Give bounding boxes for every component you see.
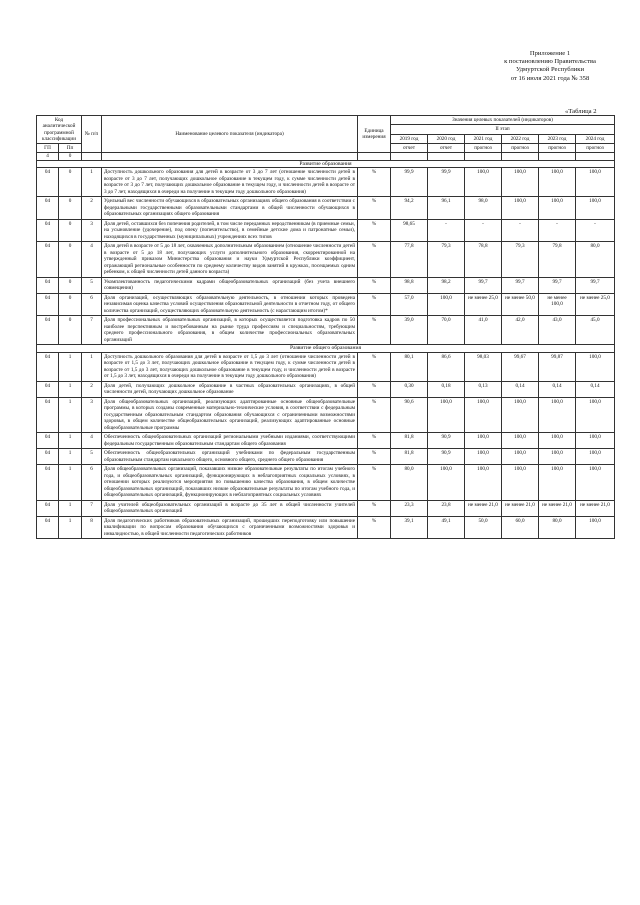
pp-cell: 1 — [59, 352, 82, 381]
gp-cell: 04 — [37, 242, 59, 278]
value-cell: - — [576, 219, 615, 242]
value-cell: 100,0 — [502, 465, 539, 501]
value-cell: 80,0 — [576, 242, 615, 278]
header-code: Код аналитической программной классификации — [37, 116, 82, 144]
indicator-name: Доступность дошкольного образования для детей в возрасте от 3 до 7 лет (отношение численности детей в возрасте от 3 до 7 лет, получающих дошкольное образование в текущем году, к сумме численности детей в возрасте от 3 до 7 лет, получающих дошкольное образование в текущем году, и численности детей в возрасте от 3 до 7 лет, находящихся в очереди на получение в текущем году дошкольного образования) — [102, 168, 358, 197]
header-year: 2021 год — [465, 134, 502, 143]
value-cell: не менее 21,0 — [465, 500, 502, 516]
indicator-name: Доля детей, получающих дошкольное образование в частных образовательных организациях, в общей численности детей, получающих дошкольное образование — [102, 381, 358, 397]
value-cell: 50,0 — [465, 516, 502, 539]
pp-cell: 1 — [59, 516, 82, 539]
gp-cell: 04 — [37, 316, 59, 345]
unit-cell: % — [358, 293, 391, 316]
gp-cell: 04 — [37, 219, 59, 242]
indicator-name: Доля детей в возрасте от 5 до 18 лет, охваченных дополнительным образованием (отношение численности детей в возрасте от 5 до 18 лет, получающих услуги дополнительного образования, скорректированной на утвержденный приказом Министерства образования и науки Удмуртской Республики коэффициент, отражающий региональные особенности по среднему количеству видов занятий в кружках, посещаемых одним ребенком, к общей численности детей данного возраста) — [102, 242, 358, 278]
unit-cell: % — [358, 500, 391, 516]
value-cell: 100,0 — [465, 449, 502, 465]
table-row — [37, 316, 615, 345]
value-cell: - — [502, 219, 539, 242]
unit-cell: % — [358, 381, 391, 397]
appendix-line: Приложение 1 — [529, 50, 571, 57]
indicator-name: Укомплектованность педагогическими кадрами общеобразовательных организаций (без учета внешнего совмещения) — [102, 277, 358, 293]
value-cell: 100,0 — [428, 293, 465, 316]
value-cell: не менее 25,0 — [576, 293, 615, 316]
unit-cell: % — [358, 316, 391, 345]
table-row — [37, 242, 615, 278]
unit-cell: % — [358, 242, 391, 278]
table-row — [37, 219, 615, 242]
value-cell: 81,8 — [391, 433, 428, 449]
table-row — [37, 293, 615, 316]
value-cell: 99,9 — [428, 168, 465, 197]
row-number: 3 — [82, 219, 102, 242]
unit-cell: % — [358, 219, 391, 242]
value-cell: не менее 50,0 — [502, 293, 539, 316]
value-cell: 99,9 — [391, 168, 428, 197]
unit-cell: % — [358, 352, 391, 381]
header-kind: прогноз — [539, 144, 576, 153]
value-cell: 57,0 — [391, 293, 428, 316]
value-cell: 0,14 — [502, 381, 539, 397]
table-row — [37, 449, 615, 465]
value-cell: 100,0 — [539, 465, 576, 501]
indicator-name: Обеспеченность общеобразовательных организаций учебниками по федеральным государственным образовательным стандартам начального общего, основного общего, среднего общего образования — [102, 449, 358, 465]
indicator-name: Доля общеобразовательных организаций, показавших низкие образовательные результаты по итогам учебного года, и общеобразовательных организаций, функционирующих в неблагоприятных социальных условиях, в отношении которых реализуются мероприятия по повышению качества образования, в общем количестве общеобразовательных организаций, показавших низкие образовательные результаты по итогам учебного года, и общеобразовательных организаций, функционирующих в неблагоприятных социальных условиях — [102, 465, 358, 501]
value-cell: 100,0 — [576, 197, 615, 220]
value-cell: - — [539, 219, 576, 242]
row-number: 8 — [82, 516, 102, 539]
gp-cell: 04 — [37, 381, 59, 397]
table-row — [37, 168, 615, 197]
header-name: Наименование целевого показателя (индикатора) — [102, 116, 358, 153]
value-cell: 100,0 — [465, 433, 502, 449]
value-cell: 94,2 — [391, 197, 428, 220]
value-cell: 100,0 — [502, 449, 539, 465]
header-kind: отчет — [428, 144, 465, 153]
gp-cell: 04 — [37, 449, 59, 465]
value-cell: 100,0 — [502, 168, 539, 197]
pp-cell: 1 — [59, 449, 82, 465]
table-row — [37, 277, 615, 293]
unit-cell: % — [358, 433, 391, 449]
indicator-name: Доля педагогических работников образовательных организаций, прошедших переподготовку или повышение квалификации по вопросам образования обучающихся с ограниченными возможностями здоровья и инвалидностью, в общей численности педагогических работников — [102, 516, 358, 539]
value-cell: 100,0 — [576, 465, 615, 501]
index-cell: 0 — [59, 153, 82, 161]
pp-cell: 1 — [59, 433, 82, 449]
value-cell: 86,6 — [428, 352, 465, 381]
value-cell: 79,8 — [539, 242, 576, 278]
value-cell: 0,18 — [428, 381, 465, 397]
section-title: Развитие образования — [37, 160, 615, 168]
row-number: 4 — [82, 242, 102, 278]
pp-cell: 1 — [59, 381, 82, 397]
indicator-name: Доля общеобразовательных организаций, реализующих адаптированные основные общеобразовательные программы, в которых созданы современные материально-технические условия, в соответствии с федеральным государственным образовательным стандартом образования обучающихся с ограниченными возможностями здоровья, в общем количестве общеобразовательных организаций, реализующих адаптированные основные общеобразовательные программы — [102, 397, 358, 433]
pp-cell: 0 — [59, 293, 82, 316]
value-cell: 100,0 — [576, 433, 615, 449]
header-unit: Единица измерения — [358, 116, 391, 153]
value-cell: 90,6 — [391, 397, 428, 433]
value-cell: 99,7 — [502, 277, 539, 293]
value-cell: 100,0 — [465, 168, 502, 197]
row-number: 7 — [82, 500, 102, 516]
row-number: 4 — [82, 433, 102, 449]
value-cell: 100,0 — [465, 465, 502, 501]
gp-cell: 04 — [37, 516, 59, 539]
pp-cell: 0 — [59, 168, 82, 197]
header-kind: отчет — [391, 144, 428, 153]
value-cell: 100,0 — [539, 433, 576, 449]
value-cell: 79,3 — [502, 242, 539, 278]
row-number: 1 — [82, 168, 102, 197]
indicator-name: Доля организаций, осуществляющих образовательную деятельность, в отношении которых проведена независимая оценка качества условий осуществления образовательной деятельности в отчетном году, от общего количества организаций, осуществляющих образовательную деятельность (с нарастающим итогом)* — [102, 293, 358, 316]
header-kind: прогноз — [576, 144, 615, 153]
row-number: 6 — [82, 293, 102, 316]
header-kind: прогноз — [502, 144, 539, 153]
appendix-header — [470, 50, 630, 83]
value-cell: 100,0 — [502, 197, 539, 220]
value-cell: 90,9 — [428, 433, 465, 449]
value-cell: 41,0 — [465, 316, 502, 345]
pp-cell: 0 — [59, 316, 82, 345]
value-cell: 100,0 — [576, 449, 615, 465]
unit-cell: % — [358, 465, 391, 501]
header-year: 2022 год — [502, 134, 539, 143]
value-cell: 0,30 — [391, 381, 428, 397]
unit-cell: % — [358, 397, 391, 433]
indicator-name: Доля детей, оставшихся без попечения родителей, в том числе переданных неродственникам (в приемные семьи, на усыновление (удочерение), под опеку (попечительство), в семейные детские дома и патронатные семьи), находящихся в государственных (муниципальных) учреждениях всех типов — [102, 219, 358, 242]
gp-cell: 04 — [37, 500, 59, 516]
value-cell: 0,14 — [576, 381, 615, 397]
value-cell: 98,0 — [465, 197, 502, 220]
unit-cell: % — [358, 449, 391, 465]
unit-cell: % — [358, 197, 391, 220]
table-row — [37, 197, 615, 220]
value-cell: 0,13 — [465, 381, 502, 397]
value-cell: 81,8 — [391, 449, 428, 465]
value-cell: 100,0 — [502, 397, 539, 433]
header-kind: прогноз — [465, 144, 502, 153]
value-cell: 23,8 — [428, 500, 465, 516]
appendix-line: к постановлению Правительства — [504, 58, 596, 66]
row-number: 3 — [82, 397, 102, 433]
value-cell: 45,0 — [576, 316, 615, 345]
value-cell: 80,0 — [391, 465, 428, 501]
value-cell: 100,0 — [576, 352, 615, 381]
pp-cell: 1 — [59, 465, 82, 501]
row-number: 2 — [82, 197, 102, 220]
indicator-name: Доля профессиональных образовательных организаций, в которых осуществляется подготовка кадров по 50 наиболее перспективным и востребованным на рынке труда профессиям и специальностям, требующим среднего профессионального образования, в общем количестве профессиональных образовательных организаций — [102, 316, 358, 345]
value-cell: не менее 21,0 — [539, 500, 576, 516]
value-cell: 98,2 — [428, 277, 465, 293]
pp-cell: 0 — [59, 197, 82, 220]
value-cell: - — [465, 219, 502, 242]
value-cell: 98,65 — [391, 219, 428, 242]
header-values: Значения целевых показателей (индикаторов) — [391, 116, 615, 125]
value-cell: 99,7 — [539, 277, 576, 293]
table-label: «Таблица 2 — [565, 108, 597, 115]
gp-cell: 04 — [37, 277, 59, 293]
appendix-line: Удмуртской Республики — [515, 66, 585, 74]
indicator-name: Обеспеченность общеобразовательных организаций региональными учебными изданиями, соответствующими федеральным государственным образовательным стандартам общего образования — [102, 433, 358, 449]
gp-cell: 04 — [37, 433, 59, 449]
header-year: 2020 год — [428, 134, 465, 143]
indicator-name: Удельный вес численности обучающихся в образовательных организациях общего образования в соответствии с федеральными государственными образовательными стандартами в общей численности обучающихся в образовательных организациях общего образования — [102, 197, 358, 220]
row-number: 6 — [82, 465, 102, 501]
header-year: 2023 год — [539, 134, 576, 143]
value-cell: 100,0 — [576, 168, 615, 197]
pp-cell: 1 — [59, 397, 82, 433]
indicator-name: Доля учителей общеобразовательных организаций в возрасте до 35 лет в общей численности учителей общеобразовательных организаций — [102, 500, 358, 516]
value-cell: 99,7 — [576, 277, 615, 293]
row-number: 2 — [82, 381, 102, 397]
pp-cell: 0 — [59, 219, 82, 242]
value-cell: 80,0 — [539, 516, 576, 539]
header-year: 2019 год — [391, 134, 428, 143]
unit-cell: % — [358, 277, 391, 293]
value-cell: 99,7 — [465, 277, 502, 293]
gp-cell: 04 — [37, 197, 59, 220]
table-row — [37, 381, 615, 397]
table-row — [37, 397, 615, 433]
pp-cell: 1 — [59, 500, 82, 516]
index-cell: 4 — [37, 153, 59, 161]
table-row — [37, 500, 615, 516]
value-cell: 98,03 — [465, 352, 502, 381]
value-cell: не менее 25,0 — [465, 293, 502, 316]
gp-cell: 04 — [37, 352, 59, 381]
section-title: Развитие общего образования — [37, 345, 615, 353]
value-cell: 100,0 — [428, 397, 465, 433]
table-row — [37, 433, 615, 449]
table-body — [37, 160, 615, 539]
value-cell: 100,0 — [539, 449, 576, 465]
value-cell: - — [428, 219, 465, 242]
value-cell: 60,0 — [502, 516, 539, 539]
row-number: 5 — [82, 449, 102, 465]
value-cell: 100,0 — [576, 397, 615, 433]
unit-cell: % — [358, 516, 391, 539]
value-cell: 78,8 — [465, 242, 502, 278]
value-cell: 98,8 — [391, 277, 428, 293]
section-title-row — [37, 345, 615, 353]
gp-cell: 04 — [37, 168, 59, 197]
value-cell: 80,1 — [391, 352, 428, 381]
value-cell: 100,0 — [428, 465, 465, 501]
value-cell: 100,0 — [539, 168, 576, 197]
value-cell: 42,0 — [502, 316, 539, 345]
value-cell: 70,0 — [428, 316, 465, 345]
value-cell: 100,0 — [539, 197, 576, 220]
section-title-row — [37, 160, 615, 168]
pp-cell: 0 — [59, 242, 82, 278]
gp-cell: 04 — [37, 465, 59, 501]
value-cell: 99,67 — [502, 352, 539, 381]
pp-cell: 0 — [59, 277, 82, 293]
header-pp: Пп — [59, 144, 82, 153]
value-cell: 90,9 — [428, 449, 465, 465]
value-cell: 100,0 — [539, 397, 576, 433]
indicator-name: Доступность дошкольного образования для детей в возрасте от 1,5 до 3 лет (отношение численности детей в возрасте от 1,5 до 3 лет, получающих дошкольное образование в текущем году, к сумме численности детей в возрасте от 1,5 до 3 лет, получающих дошкольное образование в текущем году, и численности детей в возрасте от 1,5 до 3 лет, находящихся в очереди на получение в текущем году дошкольного образования) — [102, 352, 358, 381]
value-cell: 96,1 — [428, 197, 465, 220]
row-number: 1 — [82, 352, 102, 381]
value-cell: 43,0 — [539, 316, 576, 345]
value-cell: не менее 21,0 — [502, 500, 539, 516]
value-cell: 100,0 — [465, 397, 502, 433]
value-cell: 79,3 — [428, 242, 465, 278]
value-cell: 100,0 — [576, 516, 615, 539]
unit-cell: % — [358, 168, 391, 197]
value-cell: не менее 21,0 — [576, 500, 615, 516]
table-row — [37, 465, 615, 501]
value-cell: 23,3 — [391, 500, 428, 516]
value-cell: 39,1 — [391, 516, 428, 539]
gp-cell: 04 — [37, 397, 59, 433]
gp-cell: 04 — [37, 293, 59, 316]
value-cell: 99,87 — [539, 352, 576, 381]
value-cell: 49,1 — [428, 516, 465, 539]
row-number: 7 — [82, 316, 102, 345]
value-cell: не менее 100,0 — [539, 293, 576, 316]
value-cell: 100,0 — [502, 433, 539, 449]
value-cell: 39,0 — [391, 316, 428, 345]
header-gp: ГП — [37, 144, 59, 153]
header-year: 2024 год — [576, 134, 615, 143]
table-row — [37, 516, 615, 539]
row-number: 5 — [82, 277, 102, 293]
appendix-line: от 16 июля 2021 года № 358 — [510, 74, 590, 82]
table-row — [37, 352, 615, 381]
indicators-table — [36, 115, 615, 539]
header-stage: II этап — [391, 125, 615, 134]
value-cell: 0,14 — [539, 381, 576, 397]
value-cell: 77,8 — [391, 242, 428, 278]
header-num: № п/п — [82, 116, 102, 153]
